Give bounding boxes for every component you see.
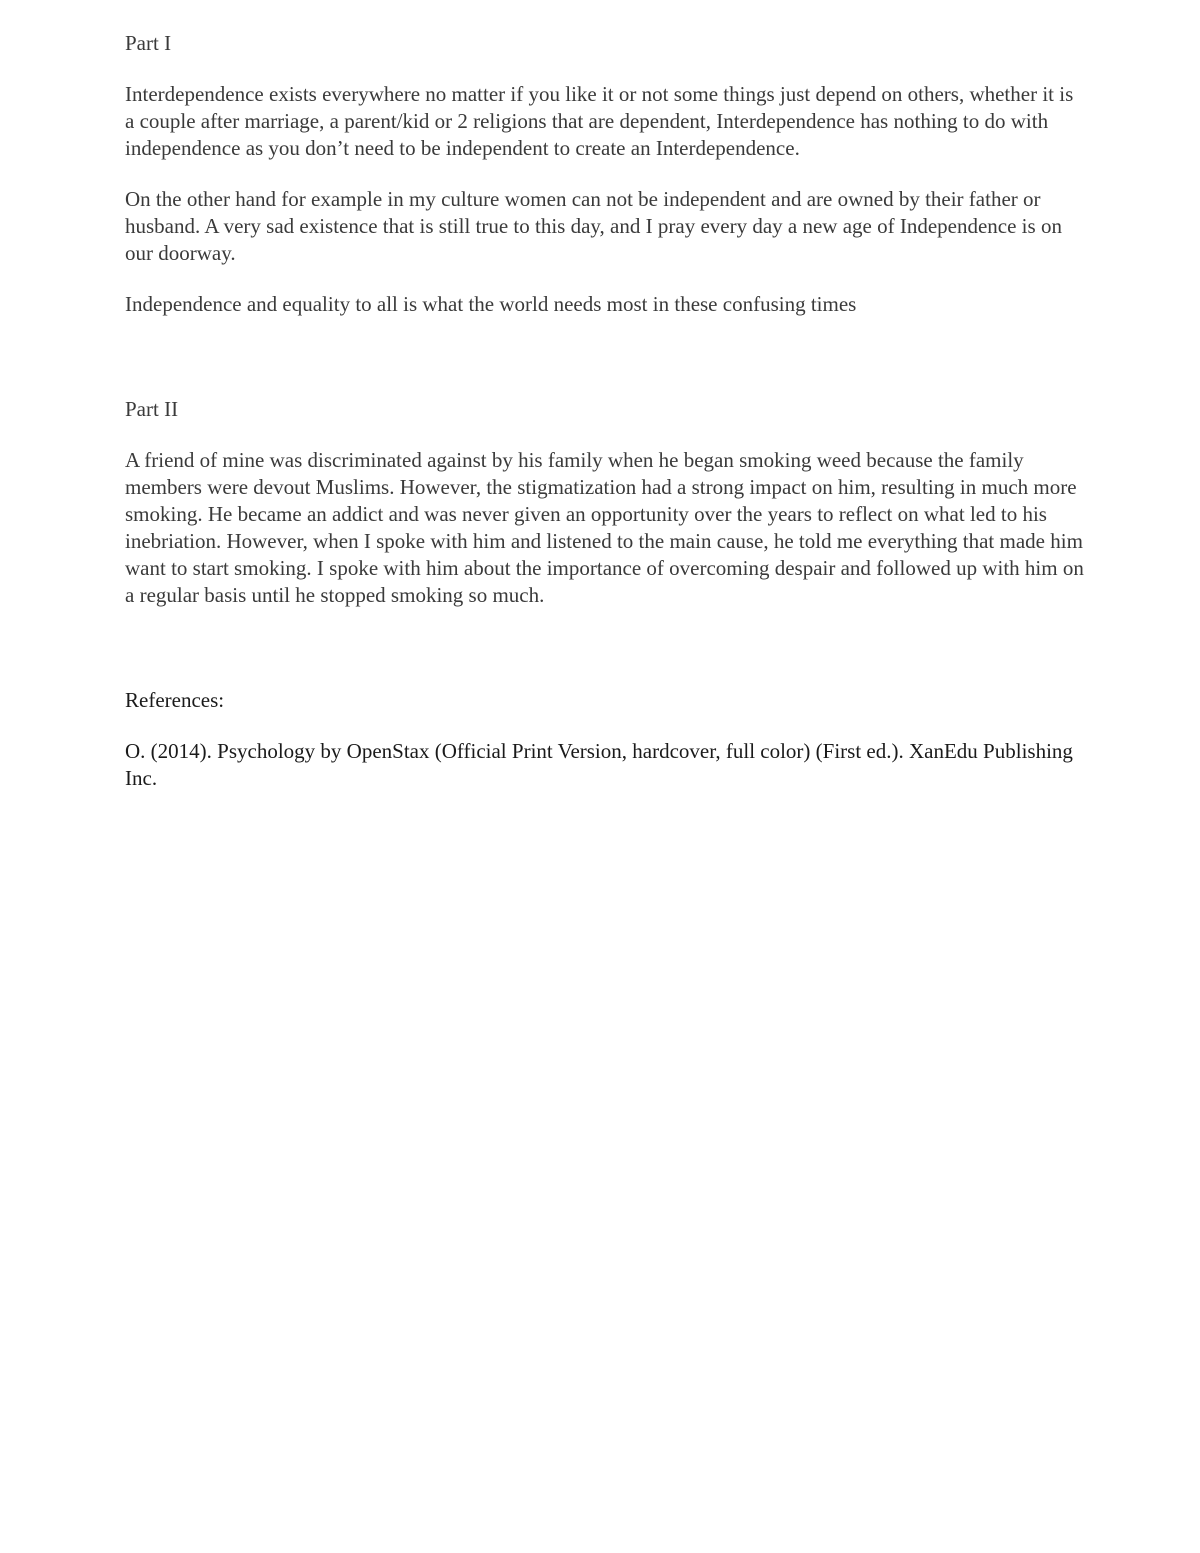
part-one-paragraph-1: Interdependence exists everywhere no matter if you like it or not some things just depend on others, whether it is a couple after marriage, a parent/kid or 2 religions that are dependent, Interdependence has nothing to do with independence as you don’t need to be independent to create an Interdependence. [125, 82, 1074, 160]
part-one-section [125, 30, 1085, 318]
document-body [125, 30, 1085, 816]
section-spacer [125, 342, 1085, 396]
reference-entry: O. (2014). Psychology by OpenStax (Official Print Version, hardcover, full color) (First ed.). XanEdu Publishing Inc. [125, 739, 1073, 790]
part-one-paragraph-3: Independence and equality to all is what the world needs most in these confusing times [125, 292, 857, 316]
part-one-paragraph-2: On the other hand for example in my culture women can not be independent and are owned by their father or husband. A very sad existence that is still true to this day, and I pray every day a new age of Independence is on our doorway. [125, 187, 1062, 265]
part-two-paragraph-1: A friend of mine was discriminated against by his family when he began smoking weed because the family members were devout Muslims. However, the stigmatization had a strong impact on him, resulting in much more smoking. He became an addict and was never given an opportunity over the years to reflect on what led to his inebriation. However, when I spoke with him and listened to the main cause, he told me everything that made him want to start smoking. I spoke with him about the importance of overcoming despair and followed up with him on a regular basis until he stopped smoking so much. [125, 448, 1084, 607]
section-spacer [125, 633, 1085, 687]
part-two-section [125, 396, 1085, 609]
references-heading: References: [125, 688, 225, 712]
part-one-heading: Part I [125, 31, 172, 55]
part-two-heading: Part II [125, 397, 179, 421]
references-section [125, 687, 1085, 792]
